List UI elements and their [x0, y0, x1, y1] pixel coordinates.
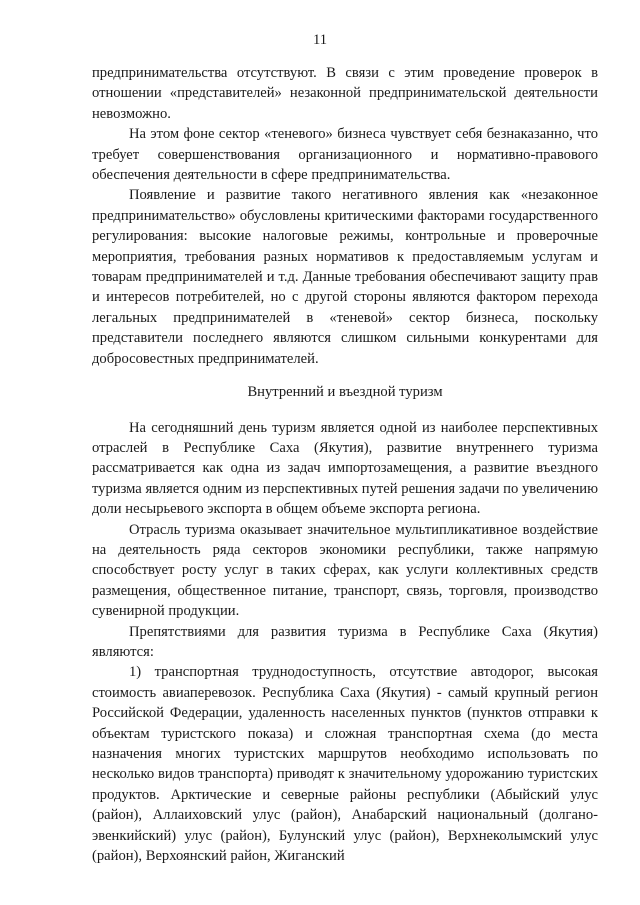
paragraph: предпринимательства отсутствуют. В связи с этим проведение проверок в отношении «представителей» незаконной предпринимательской деятельности невозможно. [92, 65, 598, 122]
paragraph: Появление и развитие такого негативного явления как «незаконное предпринимательство» обусловлены критическими факторами государственного регулирования: высокие налоговые режимы, контрольные и проверочные мероприятия, требования разных нормативов к предоставляемым услугам и товарам предпринимателей и т.д. Данные требования обеспечивают защиту прав и интересов потребителей, но с другой стороны являются фактором перехода легальных предпринимателей в «теневой» сектор бизнеса, поскольку представители последнего являются слишком сильными конкурентами для добросовестных предпринимателей. [92, 187, 598, 367]
paragraph: 1) транспортная труднодоступность, отсутствие автодорог, высокая стоимость авиаперевозок. Республика Саха (Якутия) - самый крупный регион Российской Федерации, удаленность населенных пунктов (пунктов отправки к объектам туристского показа) и сложная транспортная схема (до места назначения многих туристских маршрутов необходимо использовать по несколько видов транспорта) приводят к значительному удорожанию туристских продуктов. Арктические и северные районы республики (Абыйский улус (район), Аллаиховский улус (район), Анабарский национальный (долгано-эвенкийский) улус (район), Булунский улус (район), Верхнеколымский улус (район), Верхоянский район, Жиганский [92, 664, 598, 865]
paragraph: Препятствиями для развития туризма в Республике Саха (Якутия) являются: [92, 623, 598, 660]
paragraph: Отрасль туризма оказывает значительное мультипликативное воздействие на деятельность ряда секторов экономики республики, также напрямую способствует росту услуг в таких сферах, как услуги коллективных средств размещения, общественное питание, транспорт, связь, торговля, производство сувенирной продукции. [92, 521, 598, 620]
document-body [92, 63, 598, 866]
section-heading: Внутренний и въездной туризм [247, 384, 443, 401]
paragraph: На этом фоне сектор «теневого» бизнеса чувствует себя безнаказанно, что требует совершенствования организационного и нормативно-правового обеспечения деятельности в сфере предпринимательства. [92, 126, 598, 184]
page-number: 11 [312, 32, 328, 48]
paragraph: На сегодняшний день туризм является одной из наиболее перспективных отраслей в Республике Саха (Якутия), развитие внутреннего туризма рассматривается как одна из задач импортозамещения, а развитие въездного туризма является одним из перспективных путей решения задачи по увеличению доли несырьевого экспорта в общем объеме экспорта региона. [92, 419, 598, 518]
